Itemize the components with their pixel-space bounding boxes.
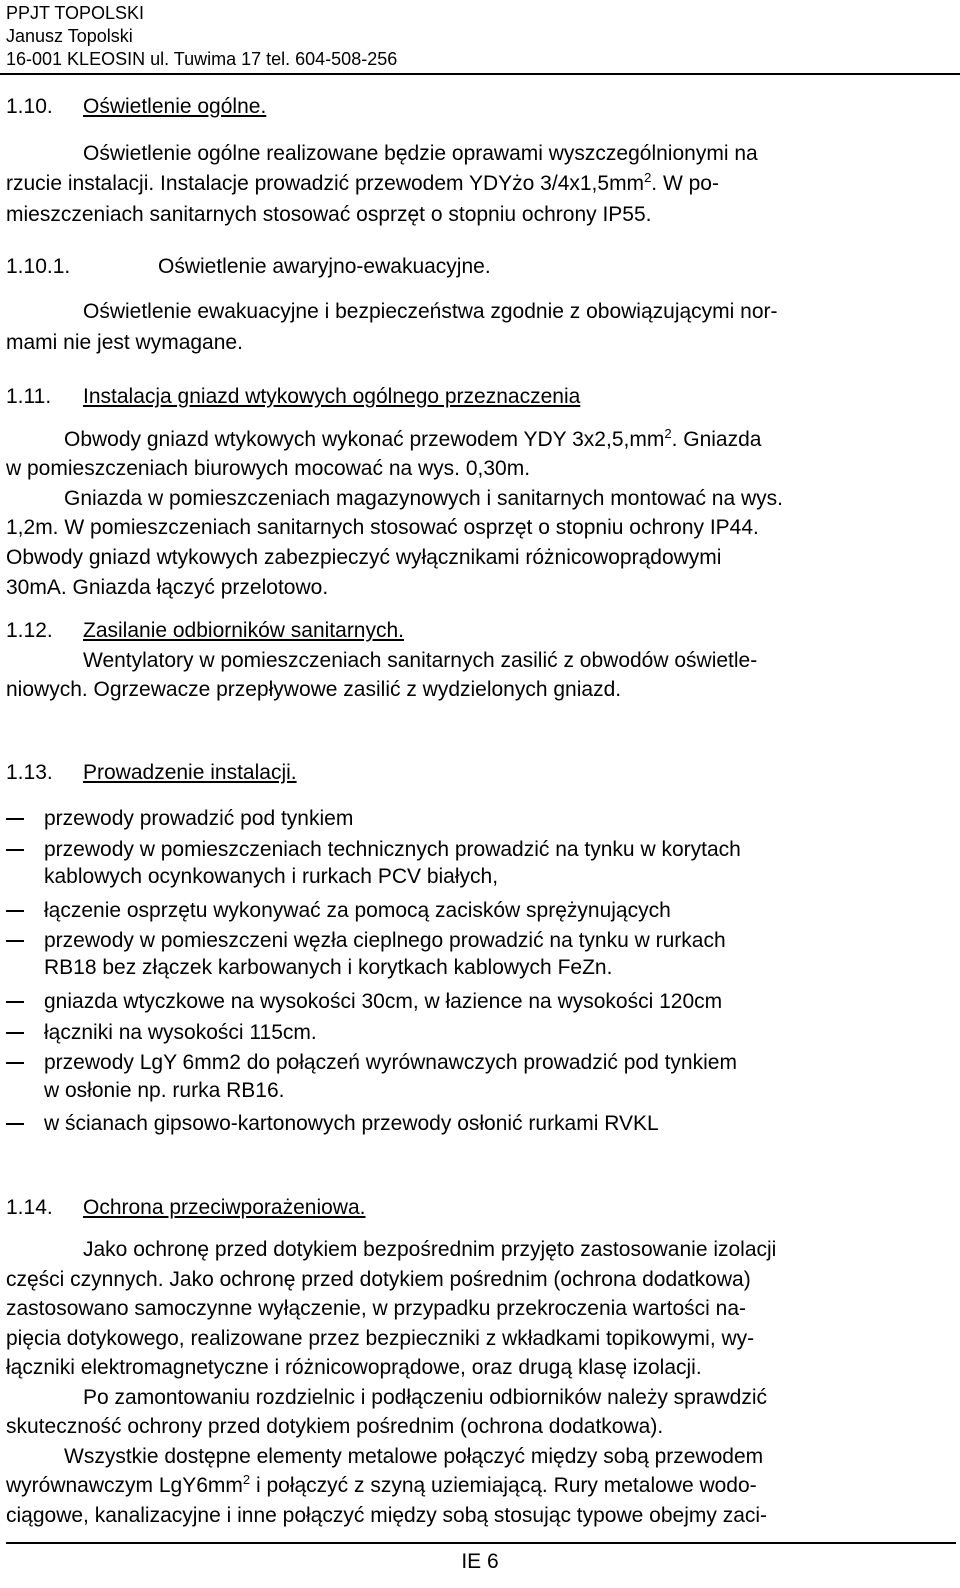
section-1-14-number: 1.14. <box>6 1196 53 1219</box>
footer-divider <box>6 1542 956 1544</box>
header-company: PPJT TOPOLSKI <box>6 3 145 23</box>
section-1-12-title: Zasilanie odbiorników sanitarnych. <box>83 619 404 642</box>
section-1-10-number: 1.10. <box>6 95 53 118</box>
section-1-10-1-title: Oświetlenie awaryjno-ewakuacyjne. <box>158 255 491 278</box>
dash-marker <box>6 1062 24 1064</box>
section-1-14-line8: Wszystkie dostępne elementy metalowe połączyć między sobą przewodem <box>64 1445 764 1468</box>
section-1-11-line2: w pomieszczeniach biurowych mocować na wys. 0,30m. <box>6 457 531 480</box>
list-item-continuation: kablowych ocynkowanych i rurkach PCV białych, <box>44 865 499 888</box>
section-1-11-line5: Obwody gniazd wtykowych zabezpieczyć wyłącznikami różnicowoprądowymi <box>6 546 722 569</box>
section-1-11-number: 1.11. <box>6 385 52 408</box>
section-1-11-title: Instalacja gniazd wtykowych ogólnego przeznaczenia <box>83 385 581 408</box>
section-1-10-1-line1: Oświetlenie ewakuacyjne i bezpieczeństwa zgodnie z obowiązującymi nor- <box>83 300 778 323</box>
dash-marker <box>6 940 24 942</box>
section-1-14-line2: części czynnych. Jako ochronę przed dotykiem pośrednim (ochrona dodatkowa) <box>6 1268 751 1291</box>
section-1-13-title: Prowadzenie instalacji. <box>83 761 297 784</box>
section-1-14-line7: skuteczność ochrony przed dotykiem pośrednim (ochrona dodatkowa). <box>6 1415 664 1438</box>
section-1-10-1-line2: mami nie jest wymagane. <box>6 331 243 354</box>
dash-marker <box>6 910 24 912</box>
section-1-11-line3: Gniazda w pomieszczeniach magazynowych i sanitarnych montować na wys. <box>64 487 783 510</box>
list-item-continuation: w osłonie np. rurka RB16. <box>44 1079 285 1102</box>
dash-marker <box>6 1032 24 1034</box>
header-name: Janusz Topolski <box>6 26 133 46</box>
section-1-14-line5: łączniki elektromagnetyczne i różnicowoprądowe, oraz drugą klasę izolacji. <box>6 1356 702 1379</box>
section-1-11-line6: 30mA. Gniazda łączyć przelotowo. <box>6 576 329 599</box>
document-page: PPJT TOPOLSKI Janusz Topolski 16-001 KLEOSIN ul. Tuwima 17 tel. 604-508-256 1.10. Oświetlenie ogólne. Oświetlenie ogólne realizowane będzie oprawami wyszczególnionymi na rzucie instalacji. Instalacje prowadzić przewodem YDYżo $3/4x1,5mm^2$. W po- mieszczeniach sanitarnych stosować osprzęt o stopniu ochrony IP55. 1.10.1. Oświetlenie awaryjno-ewakuacyjne. Oświetlenie ewakuacyjne i bezpieczeństwa zgodnie z obowiązującymi nor- mami nie jest wymagane. 1.11. Instalacja gniazd wtykowych ogólnego przeznaczenia Obwody gniazd wtykowych wykonać przewodem YDY $3x2,5,mm^2$. Gniazda w pomieszczeniach biurowych mocować na wys. 0,30m. Gniazda w pomieszczeniach magazynowych i sanitarnych montować na wys. 1,2m. W pomieszczeniach sanitarnych stosować osprzęt o stopniu ochrony IP44. Obwody gniazd wtykowych zabezpieczyć wyłącznikami różnicowoprądowymi 30mA. Gniazda łączyć przelotowo. 1.12. Zasilanie odbiorników sanitarnych. Wentylatory w pomieszczeniach sanitarnych zasilić z obwodów oświetle- niowych. Ogrzewacze przepływowe zasilić z wydzielonych gniazd. 1.13. Prowadzenie instalacji. przewody prowadzić pod tynkiem przewody w pomieszczeniach technicznych prowadzić na tynku w korytach kablowych ocynkowanych i rurkach PCV białych, łączenie osprzętu wykonywać za pomocą zacisków sprężynujących przewody w pomieszczeni węzła cieplnego prowadzić na tynku w rurkach RB18 bez złączek karbowanych i korytkach kablowych FeZn. gniazda wtyczkowe na wysokości 30cm, w łazience na wysokości 120cm łączniki na wysokości 115cm. przewody LgY 6mm2 do połączeń wyrównawczych prowadzić pod tynkiem w osłonie np. rurka RB16. w ścianach gipsowo-kartonowych przewody osłonić rurkami RVKL 1.14. Ochrona przeciwporażeniowa. Jako ochronę przed dotykiem bezpośrednim przyjęto zastosowanie izolacji części czynnych. Jako ochronę przed dotykiem pośrednim (ochrona dodatkowa) zastosowano samoczynne wyłączenie, w przypadku przekroczenia wartości na- pięcia dotykowego, realizowane przez bezpieczniki z wkładkami topikowymi, wy- łączniki elektromagnetyczne i różnicowoprądowe, oraz drugą klasę izolacji. Po zamontowaniu rozdzielnic i podłączeniu odbiorników należy sprawdzić skuteczność ochrony przed dotykiem pośrednim (ochrona dodatkowa). Wszystkie dostępne elementy metalowe połączyć między sobą przewodem wyrównawczym $LgY6mm^2$ i połączyć z szyną uziemiającą. Rury metalowe wodo- ciągowe, kanalizacyjne i inne połączyć między sobą stosując typowe obejmy zaci- IE 6 <box>0 0 960 1588</box>
dash-marker <box>6 1001 24 1003</box>
section-1-12-line1: Wentylatory w pomieszczeniach sanitarnych zasilić z obwodów oświetle- <box>83 649 758 672</box>
dash-marker <box>6 1123 24 1125</box>
section-1-14-line3: zastosowano samoczynne wyłączenie, w przypadku przekroczenia wartości na- <box>6 1297 747 1320</box>
section-1-10-line3: mieszczeniach sanitarnych stosować osprzęt o stopniu ochrony IP55. <box>6 203 652 226</box>
section-1-14-line6: Po zamontowaniu rozdzielnic i podłączeniu odbiorników należy sprawdzić <box>83 1386 768 1409</box>
list-item-continuation: RB18 bez złączek karbowanych i korytkach kablowych FeZn. <box>44 956 613 979</box>
section-1-12-line2: niowych. Ogrzewacze przepływowe zasilić z wydzielonych gniazd. <box>6 678 622 701</box>
section-1-12-number: 1.12. <box>6 619 53 642</box>
header-divider <box>0 73 960 75</box>
section-1-14-line1: Jako ochronę przed dotykiem bezpośrednim przyjęto zastosowanie izolacji <box>83 1238 777 1261</box>
dash-marker <box>6 849 24 851</box>
section-1-14-line4: pięcia dotykowego, realizowane przez bezpieczniki z wkładkami topikowymi, wy- <box>6 1327 755 1350</box>
section-1-13-number: 1.13. <box>6 761 53 784</box>
section-1-11-line4: 1,2m. W pomieszczeniach sanitarnych stosować osprzęt o stopniu ochrony IP44. <box>6 516 759 539</box>
section-1-10-title: Oświetlenie ogólne. <box>83 95 267 118</box>
page-number: IE 6 <box>461 1550 499 1573</box>
section-1-10-1-number: 1.10.1. <box>6 255 71 278</box>
section-1-10-line2: rzucie instalacji. Instalacje prowadzić przewodem YDYżo $3/4x1,5mm^2$. W po- <box>6 170 719 195</box>
section-1-11-line1: Obwody gniazd wtykowych wykonać przewodem YDY $3x2,5,mm^2$. Gniazda <box>64 426 762 451</box>
section-1-10-line1: Oświetlenie ogólne realizowane będzie oprawami wyszczególnionymi na <box>83 142 758 165</box>
header-address: 16-001 KLEOSIN ul. Tuwima 17 tel. 604-508-256 <box>6 49 398 69</box>
dash-marker <box>6 818 24 820</box>
section-1-14-line10: ciągowe, kanalizacyjne i inne połączyć między sobą stosując typowe obejmy zaci- <box>6 1504 768 1527</box>
section-1-14-line9: wyrównawczym $LgY6mm^2$ i połączyć z szyną uziemiającą. Rury metalowe wodo- <box>6 1472 757 1497</box>
page-header <box>6 2 397 71</box>
section-1-14-title: Ochrona przeciwporażeniowa. <box>83 1196 366 1219</box>
